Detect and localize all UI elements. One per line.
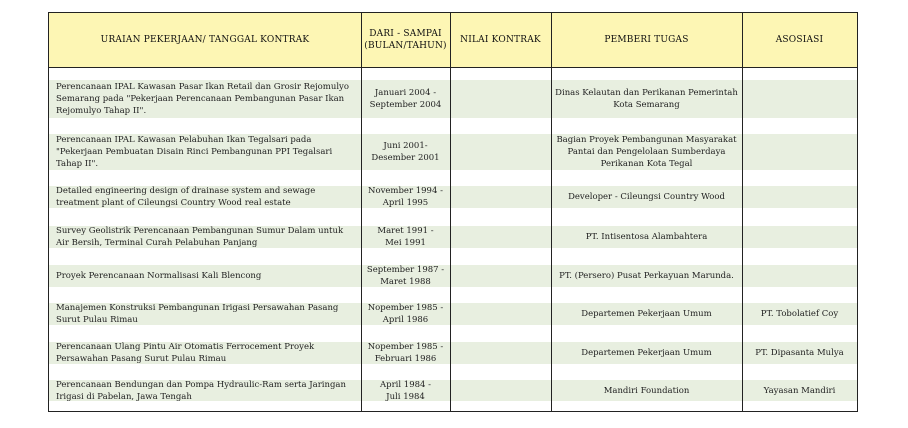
cell-asosiasi	[742, 259, 857, 293]
table-row	[49, 74, 857, 124]
column-divider	[361, 13, 362, 411]
cell-periode: Nopember 1985 - April 1986	[367, 303, 444, 325]
cell-periode: April 1984 - Juli 1984	[380, 379, 431, 402]
cell-periode: Maret 1991 - Mei 1991	[377, 226, 434, 248]
cell-uraian: Perencanaan Bendungan dan Pompa Hydraulic-Ram serta Jaringan Irigasi di Pabelan, Jawa Tengah	[56, 379, 346, 402]
cell-nilai	[450, 374, 551, 407]
cell-uraian: Perencanaan IPAL Kawasan Pelabuhan Ikan Tegalsari pada "Pekerjaan Pembuatan Disain Rinci Pembangunan PPI Tegalsari Tahap II".	[56, 135, 333, 169]
table-row	[49, 336, 857, 370]
column-divider	[551, 13, 552, 411]
cell-asosiasi	[742, 74, 857, 124]
column-divider	[742, 13, 743, 411]
cell-asosiasi	[742, 128, 857, 176]
header-asosiasi: ASOSIASI	[775, 35, 824, 45]
cell-periode: Juni 2001- Desember 2001	[371, 141, 440, 163]
cell-pemberi: Departemen Pekerjaan Umum	[581, 309, 712, 319]
cell-periode: Januari 2004 - September 2004	[369, 88, 442, 110]
cell-nilai	[450, 259, 551, 293]
cell-nilai	[450, 128, 551, 176]
cell-uraian: Manajemen Konstruksi Pembangunan Irigasi Persawahan Pasang Surut Pulau Rimau	[56, 303, 339, 325]
cell-periode: November 1994 - April 1995	[368, 186, 443, 208]
table-row	[49, 297, 857, 331]
cell-asosiasi: Yayasan Mandiri	[763, 385, 836, 396]
table-header	[49, 13, 857, 68]
header-pemberi-tugas: PEMBERI TUGAS	[604, 35, 689, 45]
cell-uraian: Proyek Perencanaan Normalisasi Kali Blencong	[56, 271, 262, 281]
cell-uraian: Perencanaan IPAL Kawasan Pasar Ikan Retail dan Grosir Rejomulyo Semarang pada "Pekerjaan Perencanaan Pembangunan Pasar Ikan Rejomulyo Tahap II".	[56, 82, 349, 116]
cell-periode: Nopember 1985 - Februari 1986	[367, 342, 444, 364]
cell-pemberi: PT. (Persero) Pusat Perkayuan Marunda.	[559, 271, 734, 281]
cell-asosiasi	[742, 220, 857, 254]
cell-periode: September 1987 - Maret 1988	[366, 265, 445, 287]
header-uraian: URAIAN PEKERJAAN/ TANGGAL KONTRAK	[100, 35, 310, 45]
cell-pemberi: Dinas Kelautan dan Perikanan Pemerintah Kota Semarang	[555, 88, 738, 110]
cell-uraian: Detailed engineering design of drainase system and sewage treatment plant of Cileungsi Country Wood real estate	[56, 186, 316, 208]
cell-pemberi: PT. Intisentosa Alambahtera	[585, 232, 708, 242]
cell-pemberi: Mandiri Foundation	[603, 385, 690, 396]
header-nilai-kontrak: NILAI KONTRAK	[460, 35, 541, 45]
project-experience-table	[48, 12, 858, 412]
cell-pemberi: Departemen Pekerjaan Umum	[581, 348, 712, 358]
cell-asosiasi	[742, 180, 857, 214]
column-divider	[450, 13, 451, 411]
cell-nilai	[450, 220, 551, 254]
cell-uraian: Survey Geolistrik Perencanaan Pembangunan Sumur Dalam untuk Air Bersih, Terminal Curah Pelabuhan Panjang	[56, 226, 344, 248]
cell-nilai	[450, 297, 551, 331]
cell-uraian: Perencanaan Ulang Pintu Air Otomatis Ferrocement Proyek Persawahan Pasang Surut Pulau Rimau	[56, 342, 315, 364]
cell-nilai	[450, 74, 551, 124]
table-row	[49, 259, 857, 293]
table-row	[49, 180, 857, 214]
header-dari-sampai: DARI - SAMPAI (BULAN/TAHUN)	[364, 29, 447, 51]
table-row	[49, 374, 857, 407]
cell-asosiasi: PT. Dipasanta Mulya	[755, 348, 844, 358]
table-row	[49, 220, 857, 254]
cell-pemberi: Developer - Cileungsi Country Wood	[568, 192, 725, 202]
cell-pemberi: Bagian Proyek Pembangunan Masyarakat Pantai dan Pengelolaan Sumberdaya Perikanan Kota Tegal	[556, 135, 737, 169]
cell-nilai	[450, 336, 551, 370]
cell-asosiasi: PT. Tobolatief Coy	[760, 309, 839, 319]
table-row	[49, 128, 857, 176]
cell-nilai	[450, 180, 551, 214]
